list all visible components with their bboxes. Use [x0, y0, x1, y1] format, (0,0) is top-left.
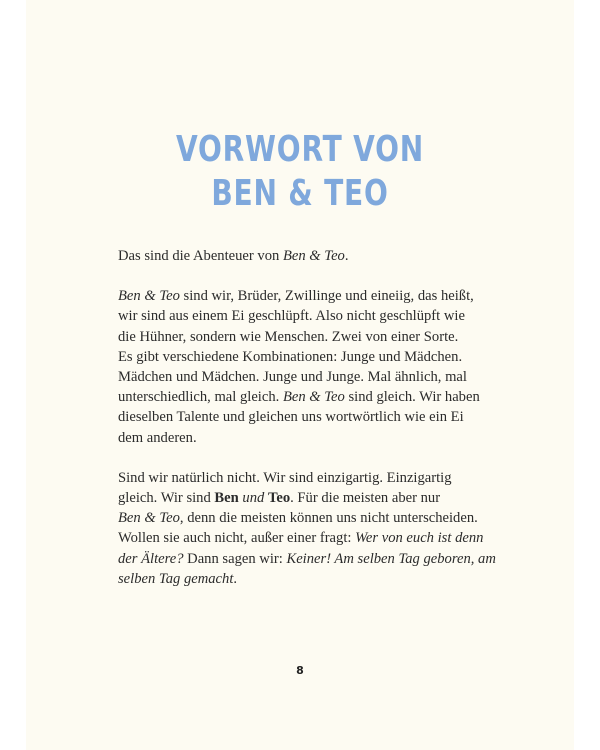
bold-text: Ben	[214, 490, 239, 507]
text-line	[118, 367, 548, 387]
text-line	[118, 549, 548, 569]
text-line	[118, 407, 548, 427]
text-run: Sind wir natürlich nicht. Wir sind einzigartig. Einzigartig	[118, 469, 452, 486]
text-line	[118, 347, 548, 367]
text-run: Das sind die Abenteuer von	[118, 248, 283, 264]
text-run: dieselben Talente und gleichen uns wortwörtlich wie ein Ei	[118, 409, 464, 426]
paragraph	[118, 286, 548, 448]
text-line	[118, 428, 548, 448]
italic-text: der Ältere?	[118, 550, 184, 567]
chapter-title	[86, 128, 513, 216]
book-page	[26, 0, 574, 750]
italic-text: Ben & Teo	[282, 389, 345, 406]
text-line	[118, 528, 548, 548]
text-run: sind wir, Brüder, Zwillinge und eineiig, das heißt,	[179, 288, 474, 305]
italic-text: Ben & Teo	[118, 288, 180, 305]
italic-text: und	[242, 490, 265, 507]
paragraph	[118, 468, 548, 589]
chapter-title-line: BEN & TEO	[211, 173, 389, 214]
body-text	[118, 246, 548, 609]
text-run: unterschiedlich, mal gleich.	[118, 389, 283, 406]
text-run: .	[233, 570, 238, 587]
text-run: .	[344, 248, 349, 264]
text-line	[118, 508, 548, 528]
paragraph	[118, 246, 548, 266]
text-run: Es gibt verschiedene Kombinationen: Junge und Mädchen.	[118, 348, 463, 365]
text-line	[118, 569, 548, 589]
text-run: , denn die meisten können uns nicht unterscheiden.	[179, 510, 478, 527]
text-run: sind gleich. Wir haben	[344, 389, 480, 406]
text-line	[118, 387, 548, 407]
italic-text: Ben & Teo	[282, 248, 345, 264]
text-run: dem anderen.	[118, 429, 197, 446]
text-run: Wollen sie auch nicht, außer einer fragt:	[118, 530, 356, 547]
text-line	[118, 468, 548, 488]
chapter-title-line: VORWORT VON	[175, 129, 425, 170]
text-line	[118, 306, 548, 326]
text-line	[118, 246, 548, 266]
text-run: die Hühner, sondern wie Menschen. Zwei von einer Sorte.	[118, 328, 459, 345]
text-line	[118, 286, 548, 306]
italic-text: Wer von euch ist denn	[355, 530, 484, 547]
text-run: . Für die meisten aber nur	[290, 490, 441, 507]
text-run: Mädchen und Mädchen. Junge und Junge. Mal ähnlich, mal	[118, 369, 467, 386]
italic-text: Ben & Teo	[118, 510, 180, 527]
text-run: gleich. Wir sind	[118, 490, 215, 507]
bold-text: Teo	[267, 490, 291, 507]
italic-text: selben Tag gemacht	[118, 570, 234, 587]
italic-text: Keiner! Am selben Tag geboren, am	[286, 550, 496, 567]
text-run: wir sind aus einem Ei geschlüpft. Also nicht geschlüpft wie	[118, 308, 465, 325]
text-run: Dann sagen wir:	[183, 550, 287, 567]
page-number: 8	[296, 664, 304, 677]
text-line	[118, 327, 548, 347]
text-line	[118, 488, 548, 508]
